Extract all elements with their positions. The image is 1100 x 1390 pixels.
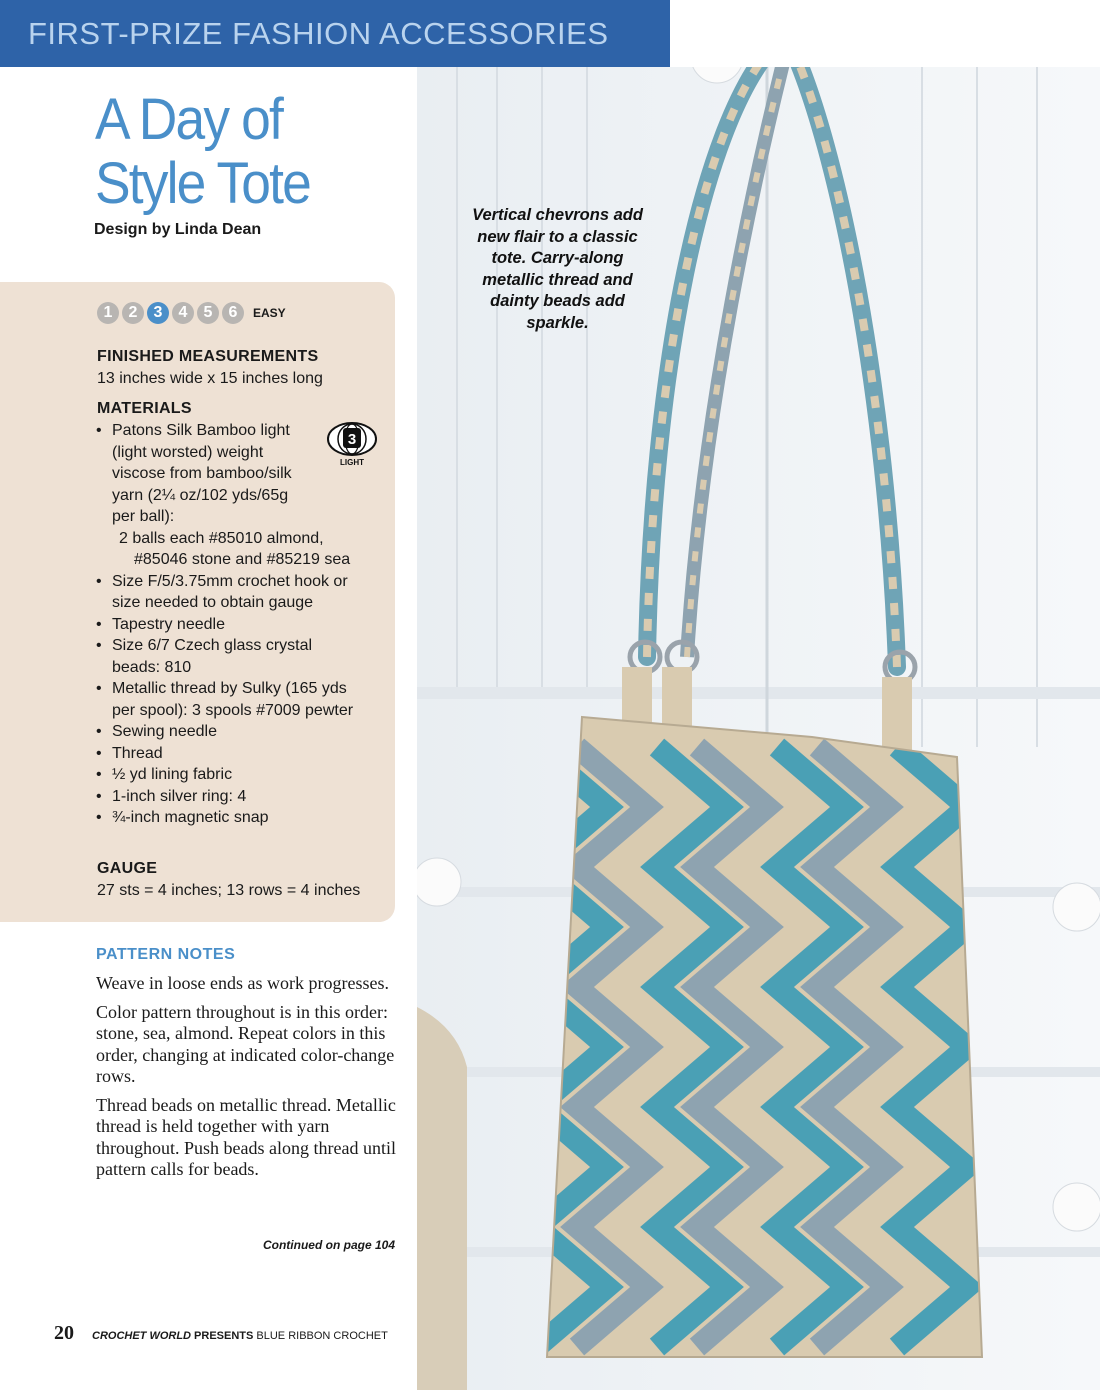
- skill-level-1: 1: [97, 302, 119, 324]
- photo-caption: Vertical chevrons add new flair to a classic tote. Carry-along metallic thread and dainty beads add sparkle.: [472, 206, 643, 332]
- section-banner: [0, 0, 670, 67]
- skill-level-6: 6: [222, 302, 244, 324]
- skill-level-2: 2: [122, 302, 144, 324]
- publication-presents: PRESENTS: [191, 1330, 257, 1342]
- section-title: FIRST-PRIZE FASHION ACCESSORIES: [28, 15, 609, 51]
- material-item: • Metallic thread by Sulky (165 yds per spool): 3 spools #7009 pewter: [96, 678, 362, 721]
- material-item: • Thread: [96, 743, 366, 765]
- material-item: • ¾-inch magnetic snap: [96, 807, 366, 829]
- title-line-2: Style Tote: [95, 151, 310, 216]
- finished-heading: FINISHED MEASUREMENTS: [97, 348, 319, 365]
- material-item: • Size 6/7 Czech glass crystal beads: 810: [96, 635, 322, 678]
- skill-level: [97, 302, 286, 324]
- gauge-text: 27 sts = 4 inches; 13 rows = 4 inches: [97, 882, 361, 899]
- material-sub-item: 2 balls each #85010 almond, #85046 stone and #85219 sea: [119, 529, 351, 568]
- continued-link[interactable]: Continued on page 104: [262, 1238, 395, 1252]
- title-line-1: A Day of: [95, 87, 282, 152]
- note-paragraph: Weave in loose ends as work progresses.: [96, 973, 389, 993]
- materials-heading: MATERIALS: [97, 400, 192, 417]
- publication-title: BLUE RIBBON CROCHET: [256, 1330, 388, 1342]
- material-item: • Tapestry needle: [96, 614, 366, 636]
- pattern-notes-heading: PATTERN NOTES: [96, 946, 236, 963]
- skill-label: EASY: [253, 306, 286, 320]
- note-paragraph: Thread beads on metallic thread. Metallic thread is held together with yarn throughout. Push beads along thread until pattern calls for beads.: [96, 1094, 396, 1179]
- material-item: • ½ yd lining fabric: [96, 764, 366, 786]
- material-item: • Size F/5/3.75mm crochet hook or size needed to obtain gauge: [96, 571, 366, 614]
- yarn-weight-number: 3: [347, 431, 357, 448]
- yarn-weight-label: LIGHT: [340, 458, 364, 467]
- gauge-heading: GAUGE: [97, 860, 158, 877]
- skill-level-5: 5: [197, 302, 219, 324]
- pattern-notes: [96, 973, 396, 1188]
- skill-level-4: 4: [172, 302, 194, 324]
- article-title: [95, 88, 389, 216]
- materials-list: [96, 420, 366, 829]
- page-footer: [54, 1322, 388, 1345]
- material-item: • 1-inch silver ring: 4: [96, 786, 366, 808]
- publication-brand: CROCHET WORLD: [92, 1330, 191, 1342]
- byline: Design by Linda Dean: [94, 221, 262, 238]
- finished-text: 13 inches wide x 15 inches long: [97, 370, 323, 387]
- material-item: • Patons Silk Bamboo light (light worsted) weight viscose from bamboo/silk yarn (2¼ oz/102 yds/65g per ball):: [96, 420, 312, 528]
- note-paragraph: Color pattern throughout is in this order: stone, sea, almond. Repeat colors in this order, changing at indicated color-change rows.: [96, 1001, 395, 1086]
- material-item: • Sewing needle: [96, 721, 366, 743]
- page-number: 20: [54, 1322, 74, 1344]
- skill-level-3: 3: [147, 302, 169, 324]
- publication-name: [92, 1330, 388, 1342]
